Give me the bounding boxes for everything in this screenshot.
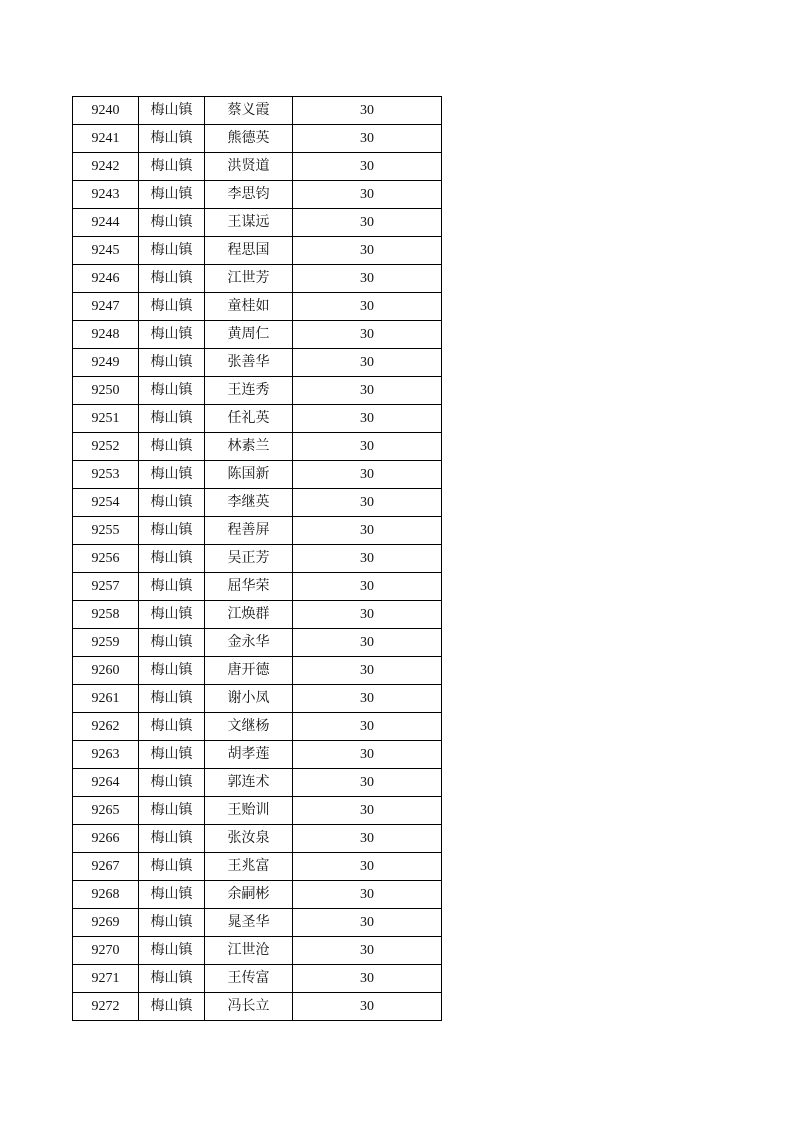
cell-town: 梅山镇 bbox=[139, 237, 205, 265]
table-row bbox=[73, 853, 442, 881]
table-row bbox=[73, 153, 442, 181]
cell-amount: 30 bbox=[293, 209, 442, 237]
cell-town: 梅山镇 bbox=[139, 937, 205, 965]
cell-amount: 30 bbox=[293, 573, 442, 601]
cell-id: 9267 bbox=[73, 853, 139, 881]
cell-id: 9258 bbox=[73, 601, 139, 629]
cell-amount: 30 bbox=[293, 909, 442, 937]
cell-town: 梅山镇 bbox=[139, 153, 205, 181]
cell-id: 9260 bbox=[73, 657, 139, 685]
cell-id: 9262 bbox=[73, 713, 139, 741]
cell-town: 梅山镇 bbox=[139, 993, 205, 1021]
table-row bbox=[73, 993, 442, 1021]
cell-id: 9265 bbox=[73, 797, 139, 825]
cell-town: 梅山镇 bbox=[139, 125, 205, 153]
cell-name: 江世沧 bbox=[205, 937, 293, 965]
cell-id: 9245 bbox=[73, 237, 139, 265]
cell-name: 李思钧 bbox=[205, 181, 293, 209]
cell-amount: 30 bbox=[293, 321, 442, 349]
cell-town: 梅山镇 bbox=[139, 209, 205, 237]
cell-amount: 30 bbox=[293, 237, 442, 265]
table-row bbox=[73, 909, 442, 937]
cell-name: 任礼英 bbox=[205, 405, 293, 433]
table-row bbox=[73, 125, 442, 153]
table-row bbox=[73, 461, 442, 489]
cell-id: 9254 bbox=[73, 489, 139, 517]
cell-name: 林素兰 bbox=[205, 433, 293, 461]
cell-town: 梅山镇 bbox=[139, 349, 205, 377]
cell-amount: 30 bbox=[293, 797, 442, 825]
table-row bbox=[73, 965, 442, 993]
cell-amount: 30 bbox=[293, 853, 442, 881]
cell-town: 梅山镇 bbox=[139, 825, 205, 853]
cell-town: 梅山镇 bbox=[139, 321, 205, 349]
cell-id: 9256 bbox=[73, 545, 139, 573]
cell-amount: 30 bbox=[293, 937, 442, 965]
cell-amount: 30 bbox=[293, 993, 442, 1021]
cell-name: 屈华荣 bbox=[205, 573, 293, 601]
cell-id: 9269 bbox=[73, 909, 139, 937]
cell-town: 梅山镇 bbox=[139, 797, 205, 825]
table-row bbox=[73, 825, 442, 853]
cell-amount: 30 bbox=[293, 741, 442, 769]
cell-id: 9264 bbox=[73, 769, 139, 797]
cell-amount: 30 bbox=[293, 265, 442, 293]
cell-name: 张善华 bbox=[205, 349, 293, 377]
cell-amount: 30 bbox=[293, 405, 442, 433]
cell-id: 9271 bbox=[73, 965, 139, 993]
cell-id: 9246 bbox=[73, 265, 139, 293]
cell-id: 9268 bbox=[73, 881, 139, 909]
cell-town: 梅山镇 bbox=[139, 489, 205, 517]
cell-name: 洪贤道 bbox=[205, 153, 293, 181]
roster-table bbox=[72, 96, 442, 1021]
cell-amount: 30 bbox=[293, 293, 442, 321]
cell-name: 郭连术 bbox=[205, 769, 293, 797]
cell-name: 冯长立 bbox=[205, 993, 293, 1021]
cell-town: 梅山镇 bbox=[139, 405, 205, 433]
table-row bbox=[73, 433, 442, 461]
cell-id: 9241 bbox=[73, 125, 139, 153]
cell-amount: 30 bbox=[293, 881, 442, 909]
table-row bbox=[73, 321, 442, 349]
cell-town: 梅山镇 bbox=[139, 769, 205, 797]
cell-town: 梅山镇 bbox=[139, 629, 205, 657]
cell-town: 梅山镇 bbox=[139, 657, 205, 685]
cell-id: 9255 bbox=[73, 517, 139, 545]
cell-name: 熊德英 bbox=[205, 125, 293, 153]
cell-name: 谢小凤 bbox=[205, 685, 293, 713]
cell-town: 梅山镇 bbox=[139, 741, 205, 769]
cell-name: 黄周仁 bbox=[205, 321, 293, 349]
cell-amount: 30 bbox=[293, 657, 442, 685]
cell-id: 9240 bbox=[73, 97, 139, 125]
table-row bbox=[73, 573, 442, 601]
cell-town: 梅山镇 bbox=[139, 377, 205, 405]
cell-amount: 30 bbox=[293, 517, 442, 545]
cell-town: 梅山镇 bbox=[139, 713, 205, 741]
cell-name: 王谋远 bbox=[205, 209, 293, 237]
cell-name: 江世芳 bbox=[205, 265, 293, 293]
cell-id: 9272 bbox=[73, 993, 139, 1021]
cell-id: 9253 bbox=[73, 461, 139, 489]
cell-id: 9243 bbox=[73, 181, 139, 209]
cell-id: 9251 bbox=[73, 405, 139, 433]
cell-town: 梅山镇 bbox=[139, 685, 205, 713]
cell-name: 晁圣华 bbox=[205, 909, 293, 937]
cell-name: 江焕群 bbox=[205, 601, 293, 629]
cell-name: 王传富 bbox=[205, 965, 293, 993]
table-row bbox=[73, 545, 442, 573]
table-row bbox=[73, 377, 442, 405]
cell-id: 9248 bbox=[73, 321, 139, 349]
cell-town: 梅山镇 bbox=[139, 853, 205, 881]
table-row bbox=[73, 349, 442, 377]
cell-name: 王连秀 bbox=[205, 377, 293, 405]
cell-name: 王兆富 bbox=[205, 853, 293, 881]
cell-town: 梅山镇 bbox=[139, 545, 205, 573]
cell-name: 蔡义霞 bbox=[205, 97, 293, 125]
cell-amount: 30 bbox=[293, 433, 442, 461]
cell-town: 梅山镇 bbox=[139, 97, 205, 125]
cell-amount: 30 bbox=[293, 181, 442, 209]
cell-id: 9257 bbox=[73, 573, 139, 601]
cell-name: 程思国 bbox=[205, 237, 293, 265]
cell-id: 9266 bbox=[73, 825, 139, 853]
cell-id: 9244 bbox=[73, 209, 139, 237]
cell-amount: 30 bbox=[293, 377, 442, 405]
cell-amount: 30 bbox=[293, 489, 442, 517]
cell-name: 程善屏 bbox=[205, 517, 293, 545]
table-row bbox=[73, 265, 442, 293]
cell-amount: 30 bbox=[293, 349, 442, 377]
table-row bbox=[73, 293, 442, 321]
cell-amount: 30 bbox=[293, 461, 442, 489]
cell-id: 9270 bbox=[73, 937, 139, 965]
cell-town: 梅山镇 bbox=[139, 265, 205, 293]
cell-name: 胡孝莲 bbox=[205, 741, 293, 769]
cell-name: 陈国新 bbox=[205, 461, 293, 489]
cell-id: 9263 bbox=[73, 741, 139, 769]
table-row bbox=[73, 937, 442, 965]
cell-town: 梅山镇 bbox=[139, 909, 205, 937]
table-row bbox=[73, 881, 442, 909]
cell-town: 梅山镇 bbox=[139, 601, 205, 629]
table-row bbox=[73, 601, 442, 629]
cell-name: 王贻训 bbox=[205, 797, 293, 825]
cell-amount: 30 bbox=[293, 153, 442, 181]
cell-id: 9242 bbox=[73, 153, 139, 181]
cell-amount: 30 bbox=[293, 545, 442, 573]
cell-name: 张汝泉 bbox=[205, 825, 293, 853]
cell-id: 9252 bbox=[73, 433, 139, 461]
table-row bbox=[73, 629, 442, 657]
table-row bbox=[73, 405, 442, 433]
table-body bbox=[73, 97, 442, 1021]
table-row bbox=[73, 685, 442, 713]
cell-amount: 30 bbox=[293, 601, 442, 629]
cell-name: 金永华 bbox=[205, 629, 293, 657]
cell-town: 梅山镇 bbox=[139, 433, 205, 461]
cell-amount: 30 bbox=[293, 125, 442, 153]
cell-amount: 30 bbox=[293, 965, 442, 993]
table-row bbox=[73, 713, 442, 741]
table-row bbox=[73, 237, 442, 265]
table-row bbox=[73, 741, 442, 769]
cell-amount: 30 bbox=[293, 97, 442, 125]
cell-name: 李继英 bbox=[205, 489, 293, 517]
cell-name: 童桂如 bbox=[205, 293, 293, 321]
table-row bbox=[73, 517, 442, 545]
cell-amount: 30 bbox=[293, 769, 442, 797]
table-row bbox=[73, 209, 442, 237]
table-row bbox=[73, 181, 442, 209]
cell-town: 梅山镇 bbox=[139, 881, 205, 909]
table-row bbox=[73, 657, 442, 685]
cell-amount: 30 bbox=[293, 825, 442, 853]
cell-id: 9249 bbox=[73, 349, 139, 377]
cell-name: 吴正芳 bbox=[205, 545, 293, 573]
cell-id: 9250 bbox=[73, 377, 139, 405]
cell-name: 余嗣彬 bbox=[205, 881, 293, 909]
cell-town: 梅山镇 bbox=[139, 965, 205, 993]
table-row bbox=[73, 769, 442, 797]
cell-id: 9259 bbox=[73, 629, 139, 657]
cell-id: 9247 bbox=[73, 293, 139, 321]
cell-amount: 30 bbox=[293, 713, 442, 741]
cell-town: 梅山镇 bbox=[139, 573, 205, 601]
cell-town: 梅山镇 bbox=[139, 517, 205, 545]
cell-town: 梅山镇 bbox=[139, 461, 205, 489]
table-row bbox=[73, 797, 442, 825]
cell-amount: 30 bbox=[293, 685, 442, 713]
cell-town: 梅山镇 bbox=[139, 181, 205, 209]
table-row bbox=[73, 97, 442, 125]
cell-name: 唐开德 bbox=[205, 657, 293, 685]
cell-name: 文继杨 bbox=[205, 713, 293, 741]
cell-amount: 30 bbox=[293, 629, 442, 657]
cell-town: 梅山镇 bbox=[139, 293, 205, 321]
table-row bbox=[73, 489, 442, 517]
cell-id: 9261 bbox=[73, 685, 139, 713]
